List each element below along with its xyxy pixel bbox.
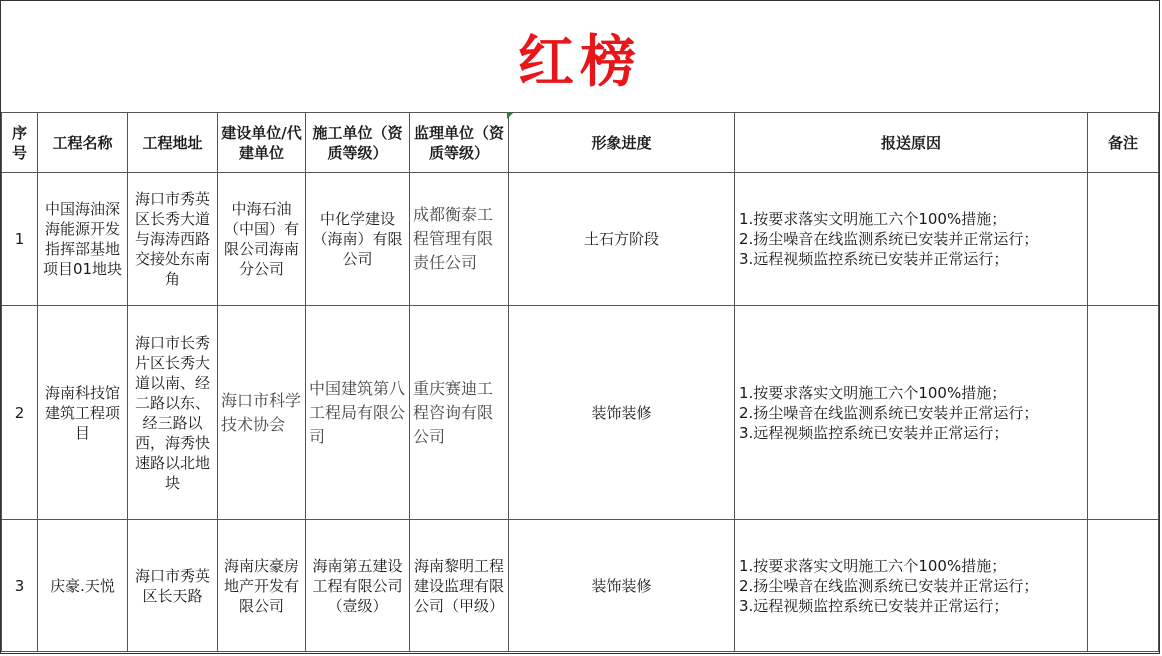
cell-remark[interactable] (1088, 306, 1159, 520)
header-reason[interactable]: 报送原因 (735, 113, 1088, 173)
reason-line: 3.远程视频监控系统已安装并正常运行； (739, 423, 1009, 442)
cell-remark[interactable] (1088, 520, 1159, 652)
table-row (2, 306, 1159, 520)
cell-contractor[interactable]: 海南第五建设工程有限公司（壹级） (306, 520, 410, 652)
reason-line: 3.远程视频监控系统已安装并正常运行； (739, 596, 1009, 615)
cell-no[interactable]: 3 (2, 520, 38, 652)
header-remark[interactable]: 备注 (1088, 113, 1159, 173)
header-supervisor[interactable]: 监理单位（资质等级） (410, 113, 509, 173)
cell-contractor[interactable]: 中化学建设（海南）有限公司 (306, 173, 410, 306)
cell-progress[interactable]: 装饰装修 (509, 306, 735, 520)
reason-line: 1.按要求落实文明施工六个100%措施； (739, 556, 1007, 575)
cell-address[interactable]: 海口市长秀片区长秀大道以南、经二路以东、经三路以西，海秀快速路以北地块 (128, 306, 218, 520)
header-builder[interactable]: 建设单位/代建单位 (218, 113, 306, 173)
project-table (1, 112, 1159, 652)
header-progress[interactable]: 形象进度 (509, 113, 735, 173)
cell-builder[interactable]: 海口市科学技术协会 (218, 306, 306, 520)
header-contractor[interactable]: 施工单位（资质等级） (306, 113, 410, 173)
cell-supervisor[interactable]: 海南黎明工程建设监理有限公司（甲级） (410, 520, 509, 652)
reason-line: 2.扬尘噪音在线监测系统已安装并正常运行； (739, 403, 1039, 422)
cell-address[interactable]: 海口市秀英区长天路 (128, 520, 218, 652)
reason-line: 2.扬尘噪音在线监测系统已安装并正常运行； (739, 230, 1039, 248)
comment-indicator-icon (507, 113, 513, 119)
cell-builder[interactable]: 中海石油（中国）有限公司海南分公司 (218, 173, 306, 306)
cell-address[interactable]: 海口市秀英区长秀大道与海涛西路交接处东南角 (128, 173, 218, 306)
cell-reason[interactable] (735, 306, 1088, 520)
reason-line: 1.按要求落实文明施工六个100%措施； (739, 383, 1007, 402)
cell-no[interactable]: 1 (2, 173, 38, 306)
cell-name[interactable]: 海南科技馆建筑工程项目 (38, 306, 128, 520)
cell-no[interactable]: 2 (2, 306, 38, 520)
reason-line: 1.按要求落实文明施工六个100%措施； (739, 210, 1007, 228)
table-row (2, 173, 1159, 306)
cell-name[interactable]: 中国海油深海能源开发指挥部基地项目01地块 (38, 173, 128, 306)
cell-progress[interactable]: 土石方阶段 (509, 173, 735, 306)
cell-supervisor[interactable]: 重庆赛迪工程咨询有限公司 (410, 306, 509, 520)
header-name[interactable]: 工程名称 (38, 113, 128, 173)
table-row (2, 520, 1159, 652)
reason-line: 3.远程视频监控系统已安装并正常运行； (739, 250, 1009, 268)
header-row (2, 113, 1159, 173)
header-address[interactable]: 工程地址 (128, 113, 218, 173)
cell-supervisor[interactable]: 成都衡泰工程管理有限责任公司 (410, 173, 509, 306)
cell-contractor[interactable]: 中国建筑第八工程局有限公司 (306, 306, 410, 520)
cell-name[interactable]: 庆豪.天悦 (38, 520, 128, 652)
page-title: 红榜 (518, 28, 642, 95)
cell-builder[interactable]: 海南庆豪房地产开发有限公司 (218, 520, 306, 652)
cell-reason[interactable] (735, 520, 1088, 652)
reason-line: 2.扬尘噪音在线监测系统已安装并正常运行； (739, 576, 1039, 595)
cell-progress[interactable]: 装饰装修 (509, 520, 735, 652)
header-no[interactable]: 序号 (2, 113, 38, 173)
cell-remark[interactable] (1088, 173, 1159, 306)
cell-reason[interactable] (735, 173, 1088, 306)
